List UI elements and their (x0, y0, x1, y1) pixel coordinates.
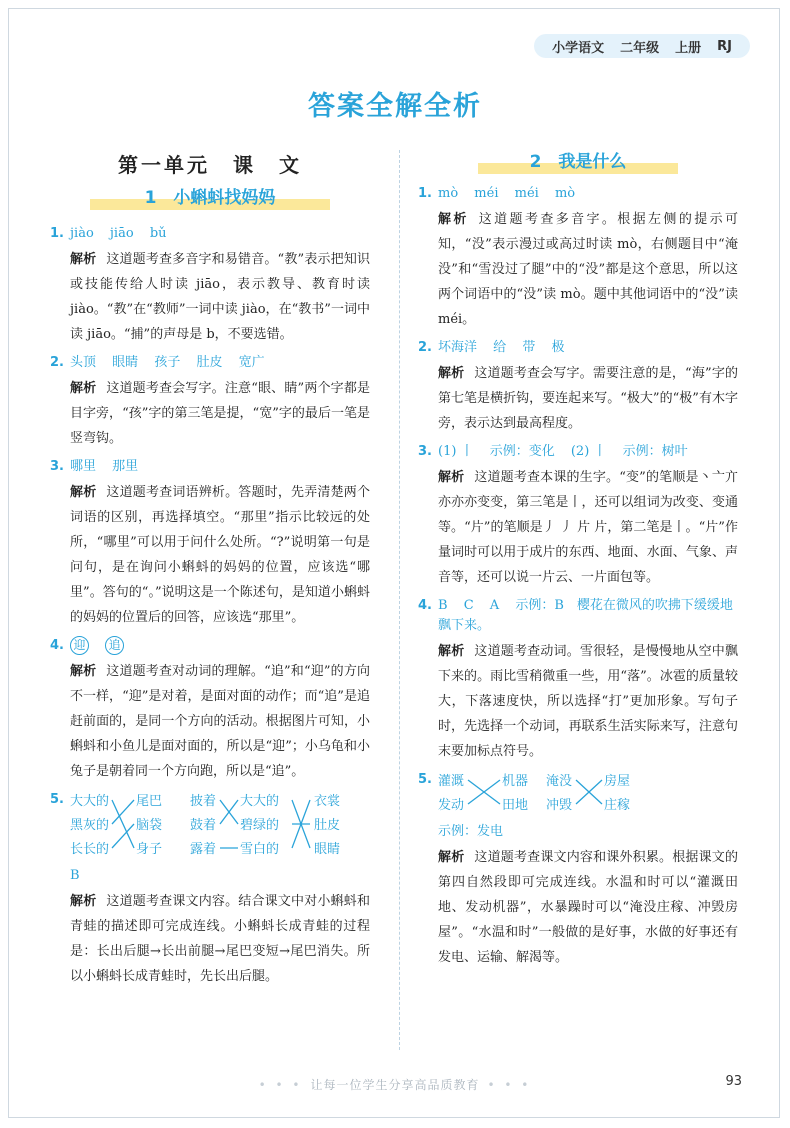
circled-answer: 迎 (70, 636, 89, 655)
answer: jiāo (109, 226, 134, 241)
explanation-text: 这道题考查词语辨析。答题时，先弄清楚两个词语的区别，再选择填空。“那里”指示比较远的处所，“哪里”可以用于问什么处所。“?”说明第一句是问句，是在询问小蝌蚪的妈妈的位置，应该选“哪里”。答句的“。”说明这是一个陈述句，是知道小蝌蚪的妈妈的位置后的回答，应该选“那里”。 (70, 485, 370, 625)
footer-slogan (0, 1076, 790, 1093)
extra-answer: B (70, 868, 80, 883)
match-word: 碧绿的 (240, 818, 280, 833)
column-divider (399, 150, 400, 1050)
explanation-label: 解析 (438, 212, 469, 227)
answer-line (70, 224, 179, 244)
extra-answer: 示例：发电 (438, 824, 504, 839)
match-word: 长长的 (70, 842, 110, 857)
question-number: 2. (418, 340, 432, 355)
question-number: 1. (418, 186, 432, 201)
match-word: 尾巴 (136, 794, 163, 809)
lesson-title-1: 1 小蝌蚪找妈妈 (90, 186, 330, 210)
matching-diagram (438, 770, 738, 818)
answer: mò (554, 186, 576, 201)
match-word: 雪白的 (240, 842, 280, 857)
answer-line (438, 596, 738, 636)
explanation-label: 解析 (70, 381, 97, 396)
match-word: 灌溉 (438, 774, 465, 789)
answer: 坏海洋 (438, 340, 478, 355)
match-word: 身子 (136, 842, 163, 857)
question-4 (50, 636, 370, 656)
match-word: 田地 (502, 798, 529, 813)
match-word: 肚皮 (314, 818, 341, 833)
question-1 (50, 224, 370, 244)
question-number: 5. (50, 792, 64, 807)
question-3 (50, 457, 370, 477)
explanation-label: 解析 (70, 485, 97, 500)
explanation (70, 659, 370, 784)
explanation-label: 解析 (438, 644, 465, 659)
explanation (438, 465, 738, 590)
answer: 示例：变化 (489, 444, 555, 459)
explanation-text: 这道题考查动词。雪很轻，是慢慢地从空中飘下来的。雨比雪稍微重一些，用“落”。冰雹的质量较大，下落速度快，所以选择“打”更加形象。写句子时，先选择一个动词，再联系生活实际来写，注意句末要加标点符号。 (438, 644, 738, 759)
left-column (50, 150, 370, 989)
question-4 (418, 596, 738, 636)
answer: B (438, 598, 448, 613)
explanation-text: 这道题考查会写字。需要注意的是，“海”字的第七笔是横折钩，要连起来写。“极大”的“极”有木字旁，表示达到最高程度。 (438, 366, 738, 431)
explanation-label: 解析 (70, 252, 97, 267)
explanation (438, 361, 738, 436)
match-word: 披着 (190, 794, 217, 809)
footer-dots: • • • (487, 1078, 532, 1092)
explanation-label: 解析 (438, 850, 465, 865)
answer: 给 (493, 340, 507, 355)
match-word: 黑灰的 (70, 818, 110, 833)
page-title: 答案全解全析 (308, 91, 482, 122)
explanation-label: 解析 (70, 664, 97, 679)
answer: (1) 丨 (438, 444, 474, 459)
explanation-text: 这道题考查本课的生字。“变”的笔顺是丶亠亣亦亦亦变变，第三笔是丨，还可以组词为改变、变通等。“片”的笔顺是丿 丿 片 片，第二笔是丨。“片”作量词时可以用于成片的东西、地面、水面、气象、声音等，还可以说一片云、一片面包等。 (438, 470, 738, 585)
explanation (70, 376, 370, 451)
question-number: 3. (418, 444, 432, 459)
explanation (70, 480, 370, 630)
answer-line (438, 184, 587, 204)
answer-line (70, 636, 136, 656)
header-edition: RJ (717, 38, 732, 54)
question-number: 4. (418, 598, 432, 613)
answer: C (463, 598, 474, 613)
answer: 极 (551, 340, 565, 355)
answer: 孩子 (154, 355, 181, 370)
unit-title: 第一单元 课 文 (118, 153, 302, 177)
explanation (70, 247, 370, 347)
match-word: 机器 (502, 774, 529, 789)
explanation (438, 845, 738, 970)
question-number: 5. (418, 772, 432, 787)
header-grade: 二年级 (620, 40, 660, 56)
answer: 示例：树叶 (622, 444, 688, 459)
answer: 带 (522, 340, 536, 355)
explanation (438, 207, 738, 332)
answer-line (70, 457, 150, 477)
right-column (418, 150, 738, 970)
answer: méi (474, 186, 499, 201)
footer-dots: • • • (258, 1078, 303, 1092)
answer: (2) 丨 (570, 444, 607, 459)
match-word: 大大的 (70, 794, 110, 809)
question-number: 1. (50, 226, 64, 241)
match-word: 眼睛 (314, 842, 341, 857)
question-2 (50, 353, 370, 373)
explanation-text: 这道题考查课文内容。结合课文中对小蝌蚪和青蛙的描述即可完成连线。小蝌蚪长成青蛙的过程是：长出后腿→长出前腿→尾巴变短→尾巴消失。所以小蝌蚪长成青蛙时，先长出后腿。 (70, 894, 370, 984)
answer: 那里 (112, 459, 139, 474)
explanation (438, 639, 738, 764)
explanation-text: 这道题考查多音字和易错音。“教”表示把知识或技能传给人时读 jiāo，表示教导、教育时读 jiào。“教”在“教师”一词中读 jiào，在“教书”一词中读 jiāo。“捕”的声母是 b，不要选错。 (70, 252, 370, 342)
answer-line (438, 442, 700, 462)
question-2 (418, 338, 738, 358)
question-3 (418, 442, 738, 462)
answer-line (438, 338, 576, 358)
explanation-text: 这道题考查对动词的理解。“追”和“迎”的方向不一样，“迎”是对着，是面对面的动作；而“追”是追赶前面的，是同一个方向的活动。根据图片可知，小蝌蚪和小鱼儿是面对面的，所以是“迎”；小乌龟和小兔子是朝着同一个方向跑，所以是“追”。 (70, 664, 370, 779)
answer: bǔ (149, 226, 167, 241)
match-word: 脑袋 (136, 818, 163, 833)
match-word: 冲毁 (546, 798, 573, 813)
page-number: 93 (725, 1074, 742, 1089)
question-1 (418, 184, 738, 204)
answer: 宽广 (238, 355, 265, 370)
answer: mò (438, 186, 459, 201)
answer: 头顶 (70, 355, 97, 370)
match-word: 鼓着 (190, 818, 217, 833)
answer: méi (514, 186, 539, 201)
explanation-text: 这道题考查课文内容和课外积累。根据课文的第四自然段即可完成连线。水温和时可以“灌溉田地、发动机器”，水暴躁时可以“淹没庄稼、冲毁房屋”。“水温和时”一般做的是好事，水做的好事还有发电、运输、解渴等。 (438, 850, 738, 965)
explanation-label: 解析 (438, 366, 465, 381)
explanation (70, 889, 370, 989)
circled-answer: 追 (105, 636, 124, 655)
match-word: 淹没 (546, 774, 573, 789)
header-volume: 上册 (675, 40, 702, 56)
match-word: 发动 (438, 798, 465, 813)
explanation-text: 这道题考查会写字。注意“眼、睛”两个字都是目字旁，“孩”字的第三笔是提，“宽”字的最后一笔是竖弯钩。 (70, 381, 370, 446)
match-word: 衣裳 (314, 794, 341, 809)
answer: 哪里 (70, 459, 97, 474)
header-subject: 小学语文 (552, 40, 605, 56)
match-word: 大大的 (240, 794, 280, 809)
lesson-title-2: 2 我是什么 (478, 150, 678, 174)
answer: 眼睛 (112, 355, 139, 370)
explanation-label: 解析 (438, 470, 465, 485)
answer-line (70, 353, 277, 373)
matching-diagram (70, 790, 370, 862)
header-badge (534, 34, 750, 58)
answer: A (489, 598, 500, 613)
slogan-text: 让每一位学生分享高品质教育 (310, 1078, 480, 1092)
answer: 肚皮 (196, 355, 223, 370)
question-number: 2. (50, 355, 64, 370)
match-word: 露着 (190, 842, 217, 857)
match-word: 庄稼 (604, 798, 631, 813)
question-number: 3. (50, 459, 64, 474)
question-number: 4. (50, 638, 64, 653)
answer: 示例：B 樱花在微风的吹拂下缓缓地飘下来。 (438, 598, 733, 633)
explanation-label: 解析 (70, 894, 97, 909)
answer: jiào (70, 226, 94, 241)
explanation-text: 这道题考查多音字。根据左侧的提示可知，“没”表示漫过或高过时读 mò，右侧题目中“淹没”和“雪没过了腿”中的“没”都是这个意思，所以这两个词语中的“没”读 mò。题中其他词语中的“没”读 méi。 (438, 212, 738, 327)
match-word: 房屋 (604, 774, 631, 789)
